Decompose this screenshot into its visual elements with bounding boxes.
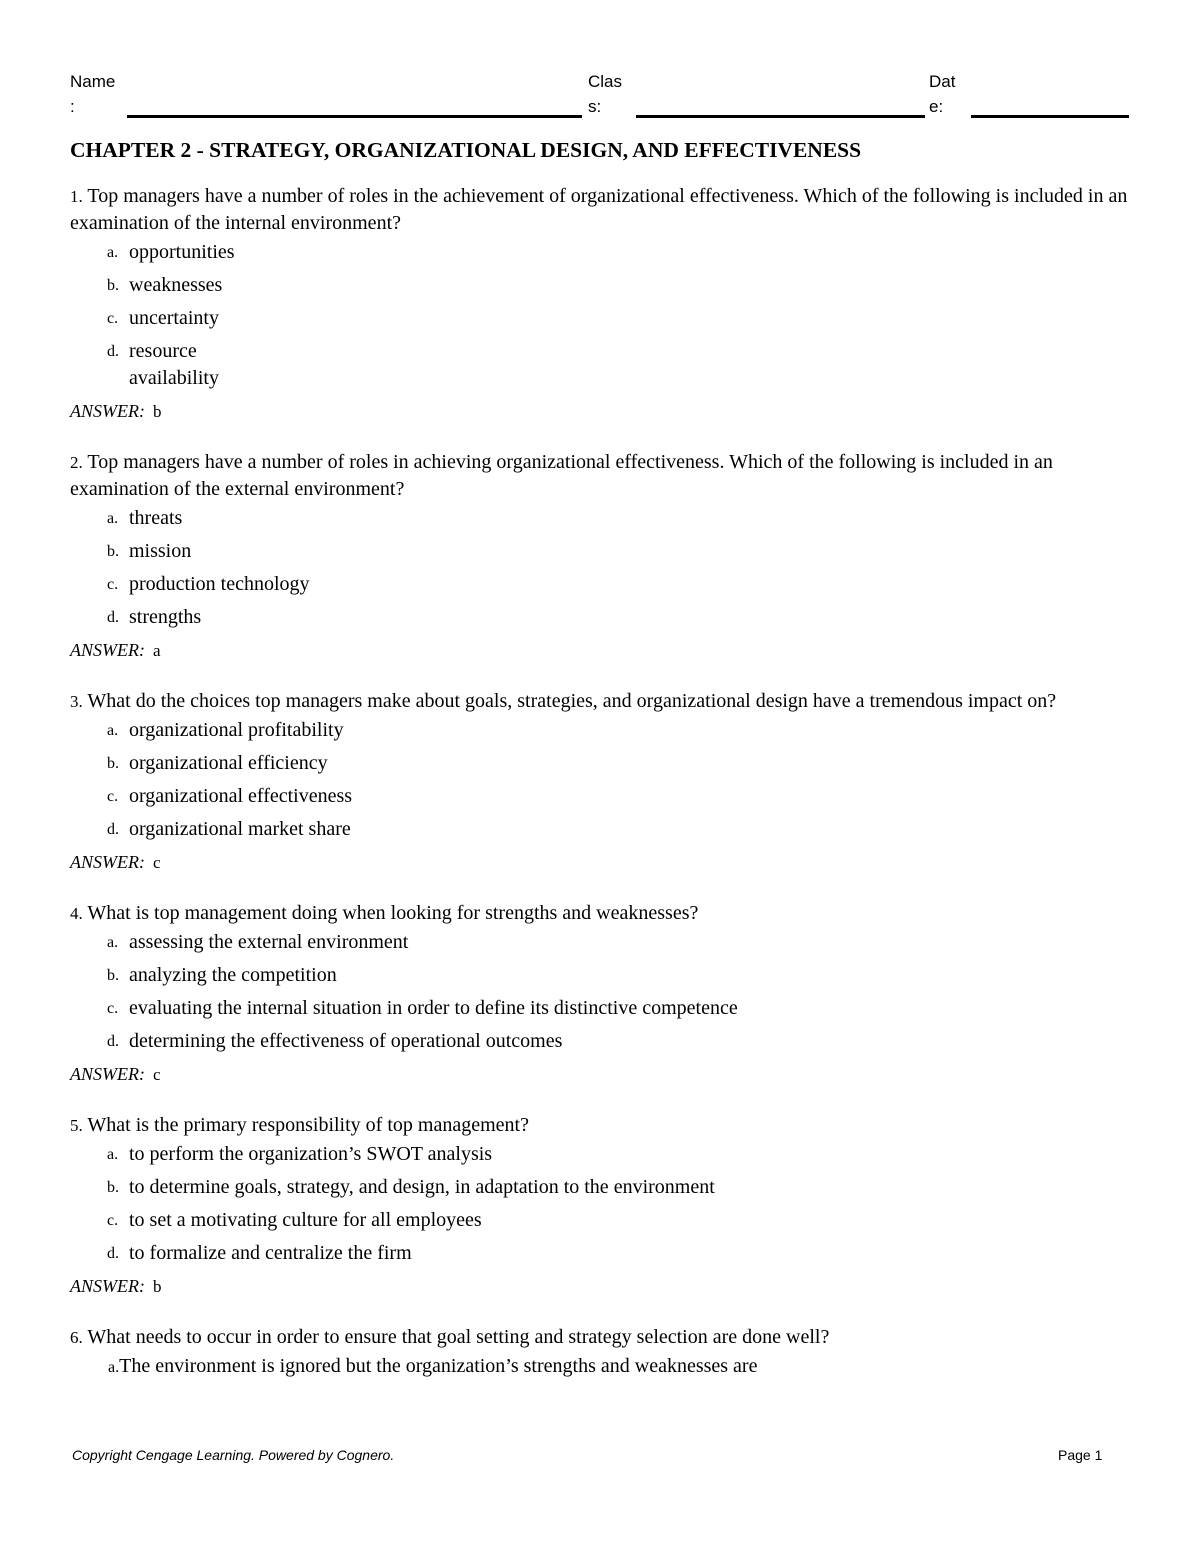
date-field-line[interactable]	[971, 115, 1129, 118]
choice-text: organizational market share	[129, 818, 351, 840]
question-text: What needs to occur in order to ensure that goal setting and strategy selection are done well?	[87, 1326, 830, 1348]
choice-list	[107, 239, 1145, 392]
class-label-colon: s:	[588, 97, 602, 116]
choice-d[interactable]	[107, 338, 1145, 392]
question-text: Top managers have a number of roles in achieving organizational effectiveness. Which of the following is included in an examination of the external environment?	[70, 451, 1053, 500]
choice-letter: d.	[107, 1033, 119, 1050]
choice-text: threats	[129, 507, 183, 529]
choice-d[interactable]	[107, 1240, 1145, 1267]
choice-b[interactable]	[107, 538, 1145, 565]
question-2	[70, 449, 1145, 664]
choice-text: to formalize and centralize the firm	[129, 1242, 412, 1264]
choice-b[interactable]	[107, 272, 1145, 299]
choice-text: to determine goals, strategy, and design, in adaptation to the environment	[129, 1176, 715, 1198]
question-stem	[70, 449, 1145, 503]
question-number: 1.	[70, 187, 83, 206]
choice-text: to set a motivating culture for all employees	[129, 1209, 482, 1231]
choice-letter: c.	[107, 788, 119, 805]
choice-text: mission	[129, 540, 192, 562]
answer-label: ANSWER:	[70, 1276, 145, 1296]
answer-line	[70, 849, 1145, 876]
answer-line	[70, 398, 1145, 425]
question-stem	[70, 183, 1145, 237]
choice-list	[107, 717, 1145, 843]
choice-b[interactable]	[107, 962, 1145, 989]
question-stem	[70, 900, 1145, 927]
choice-c[interactable]	[107, 571, 1145, 598]
choice-letter: b.	[107, 543, 119, 560]
name-field-line[interactable]	[127, 115, 582, 118]
question-3	[70, 688, 1145, 876]
question-text: What do the choices top managers make about goals, strategies, and organizational design have a tremendous impact on?	[87, 690, 1057, 712]
name-label: Name	[70, 72, 116, 91]
choice-b[interactable]	[107, 750, 1145, 777]
choice-text: assessing the external environment	[129, 931, 409, 953]
choice-letter: c.	[107, 1212, 119, 1229]
choice-letter: b.	[107, 1179, 119, 1196]
choice-letter: a.	[107, 510, 119, 527]
choice-text: uncertainty	[129, 307, 219, 329]
choice-list	[107, 1141, 1145, 1267]
choice-c[interactable]	[107, 305, 1145, 332]
choice-letter: d.	[107, 609, 119, 626]
choice-letter: c.	[107, 576, 119, 593]
question-number: 2.	[70, 453, 83, 472]
choice-text: production technology	[129, 573, 310, 595]
choice-letter: d.	[107, 1245, 119, 1262]
question-number: 4.	[70, 904, 83, 923]
question-6	[70, 1324, 1145, 1381]
choice-text: to perform the organization’s SWOT analysis	[129, 1143, 493, 1165]
choice-text: weaknesses	[129, 274, 223, 296]
choice-letter: a.	[107, 934, 119, 951]
question-stem	[70, 1112, 1145, 1139]
answer-label: ANSWER:	[70, 640, 145, 660]
choice-d[interactable]	[107, 816, 1145, 843]
answer-label: ANSWER:	[70, 852, 145, 872]
choice-d[interactable]	[107, 604, 1145, 631]
question-4	[70, 900, 1145, 1088]
choice-letter: a.	[107, 244, 119, 261]
answer-value: b	[152, 402, 162, 421]
choice-letter: b.	[107, 277, 119, 294]
choice-c[interactable]	[107, 1207, 1145, 1234]
choice-c[interactable]	[107, 995, 1145, 1022]
choice-text: organizational profitability	[129, 719, 344, 741]
answer-line	[70, 1273, 1145, 1300]
choice-text: opportunities	[129, 241, 235, 263]
choice-a[interactable]	[107, 717, 1145, 744]
name-label-colon: :	[70, 97, 75, 116]
choice-list	[107, 505, 1145, 631]
choice-letter: a.	[107, 722, 119, 739]
choice-text: strengths	[129, 606, 202, 628]
answer-value: b	[152, 1277, 162, 1296]
choice-text: organizational efficiency	[129, 752, 328, 774]
answer-value: c	[152, 853, 161, 872]
choice-letter: b.	[107, 967, 119, 984]
question-stem	[70, 1324, 1145, 1351]
chapter-title: CHAPTER 2 - STRATEGY, ORGANIZATIONAL DESIGN, AND EFFECTIVENESS	[70, 138, 862, 162]
date-label-colon: e:	[929, 97, 944, 116]
choice-text: evaluating the internal situation in order to define its distinctive competence	[129, 997, 738, 1019]
choice-letter: c.	[107, 310, 119, 327]
choice-a[interactable]	[107, 929, 1145, 956]
question-5	[70, 1112, 1145, 1300]
class-field-line[interactable]	[636, 115, 925, 118]
choice-text: The environment is ignored but the organization’s strengths and weaknesses are	[119, 1355, 758, 1377]
choice-b[interactable]	[107, 1174, 1145, 1201]
choice-letter: d.	[107, 343, 119, 360]
choice-a[interactable]	[107, 1141, 1145, 1168]
choice-letter: b.	[107, 755, 119, 772]
choice-letter: a.	[107, 1146, 119, 1163]
copyright-footer: Copyright Cengage Learning. Powered by Cognero.	[72, 1447, 395, 1463]
choice-c[interactable]	[107, 783, 1145, 810]
page-number: Page 1	[1058, 1447, 1103, 1463]
choice-a[interactable]	[107, 239, 1145, 266]
choice-d[interactable]	[107, 1028, 1145, 1055]
question-stem	[70, 688, 1145, 715]
question-text: What is top management doing when looking for strengths and weaknesses?	[87, 902, 699, 924]
choice-a[interactable]	[108, 1353, 1145, 1381]
choice-a[interactable]	[107, 505, 1145, 532]
date-label: Dat	[929, 72, 956, 91]
question-1	[70, 183, 1145, 425]
question-number: 3.	[70, 692, 83, 711]
choice-letter: a.	[108, 1359, 120, 1376]
choice-letter: c.	[107, 1000, 119, 1017]
choice-text: determining the effectiveness of operational outcomes	[129, 1030, 563, 1052]
class-label: Clas	[588, 72, 623, 91]
answer-label: ANSWER:	[70, 401, 145, 421]
question-text: Top managers have a number of roles in the achievement of organizational effectiveness. Which of the following is included in an examination of the internal environment?	[70, 185, 1128, 234]
choice-text: resource availability	[129, 340, 219, 389]
answer-value: a	[152, 641, 161, 660]
question-number: 6.	[70, 1328, 83, 1347]
question-number: 5.	[70, 1116, 83, 1135]
answer-line	[70, 1061, 1145, 1088]
answer-line	[70, 637, 1145, 664]
choice-text: organizational effectiveness	[129, 785, 353, 807]
question-text: What is the primary responsibility of top management?	[87, 1114, 529, 1136]
choice-list	[107, 929, 1145, 1055]
question-list	[70, 183, 1145, 1381]
answer-label: ANSWER:	[70, 1064, 145, 1084]
answer-value: c	[152, 1065, 161, 1084]
choice-text: analyzing the competition	[129, 964, 337, 986]
choice-letter: d.	[107, 821, 119, 838]
